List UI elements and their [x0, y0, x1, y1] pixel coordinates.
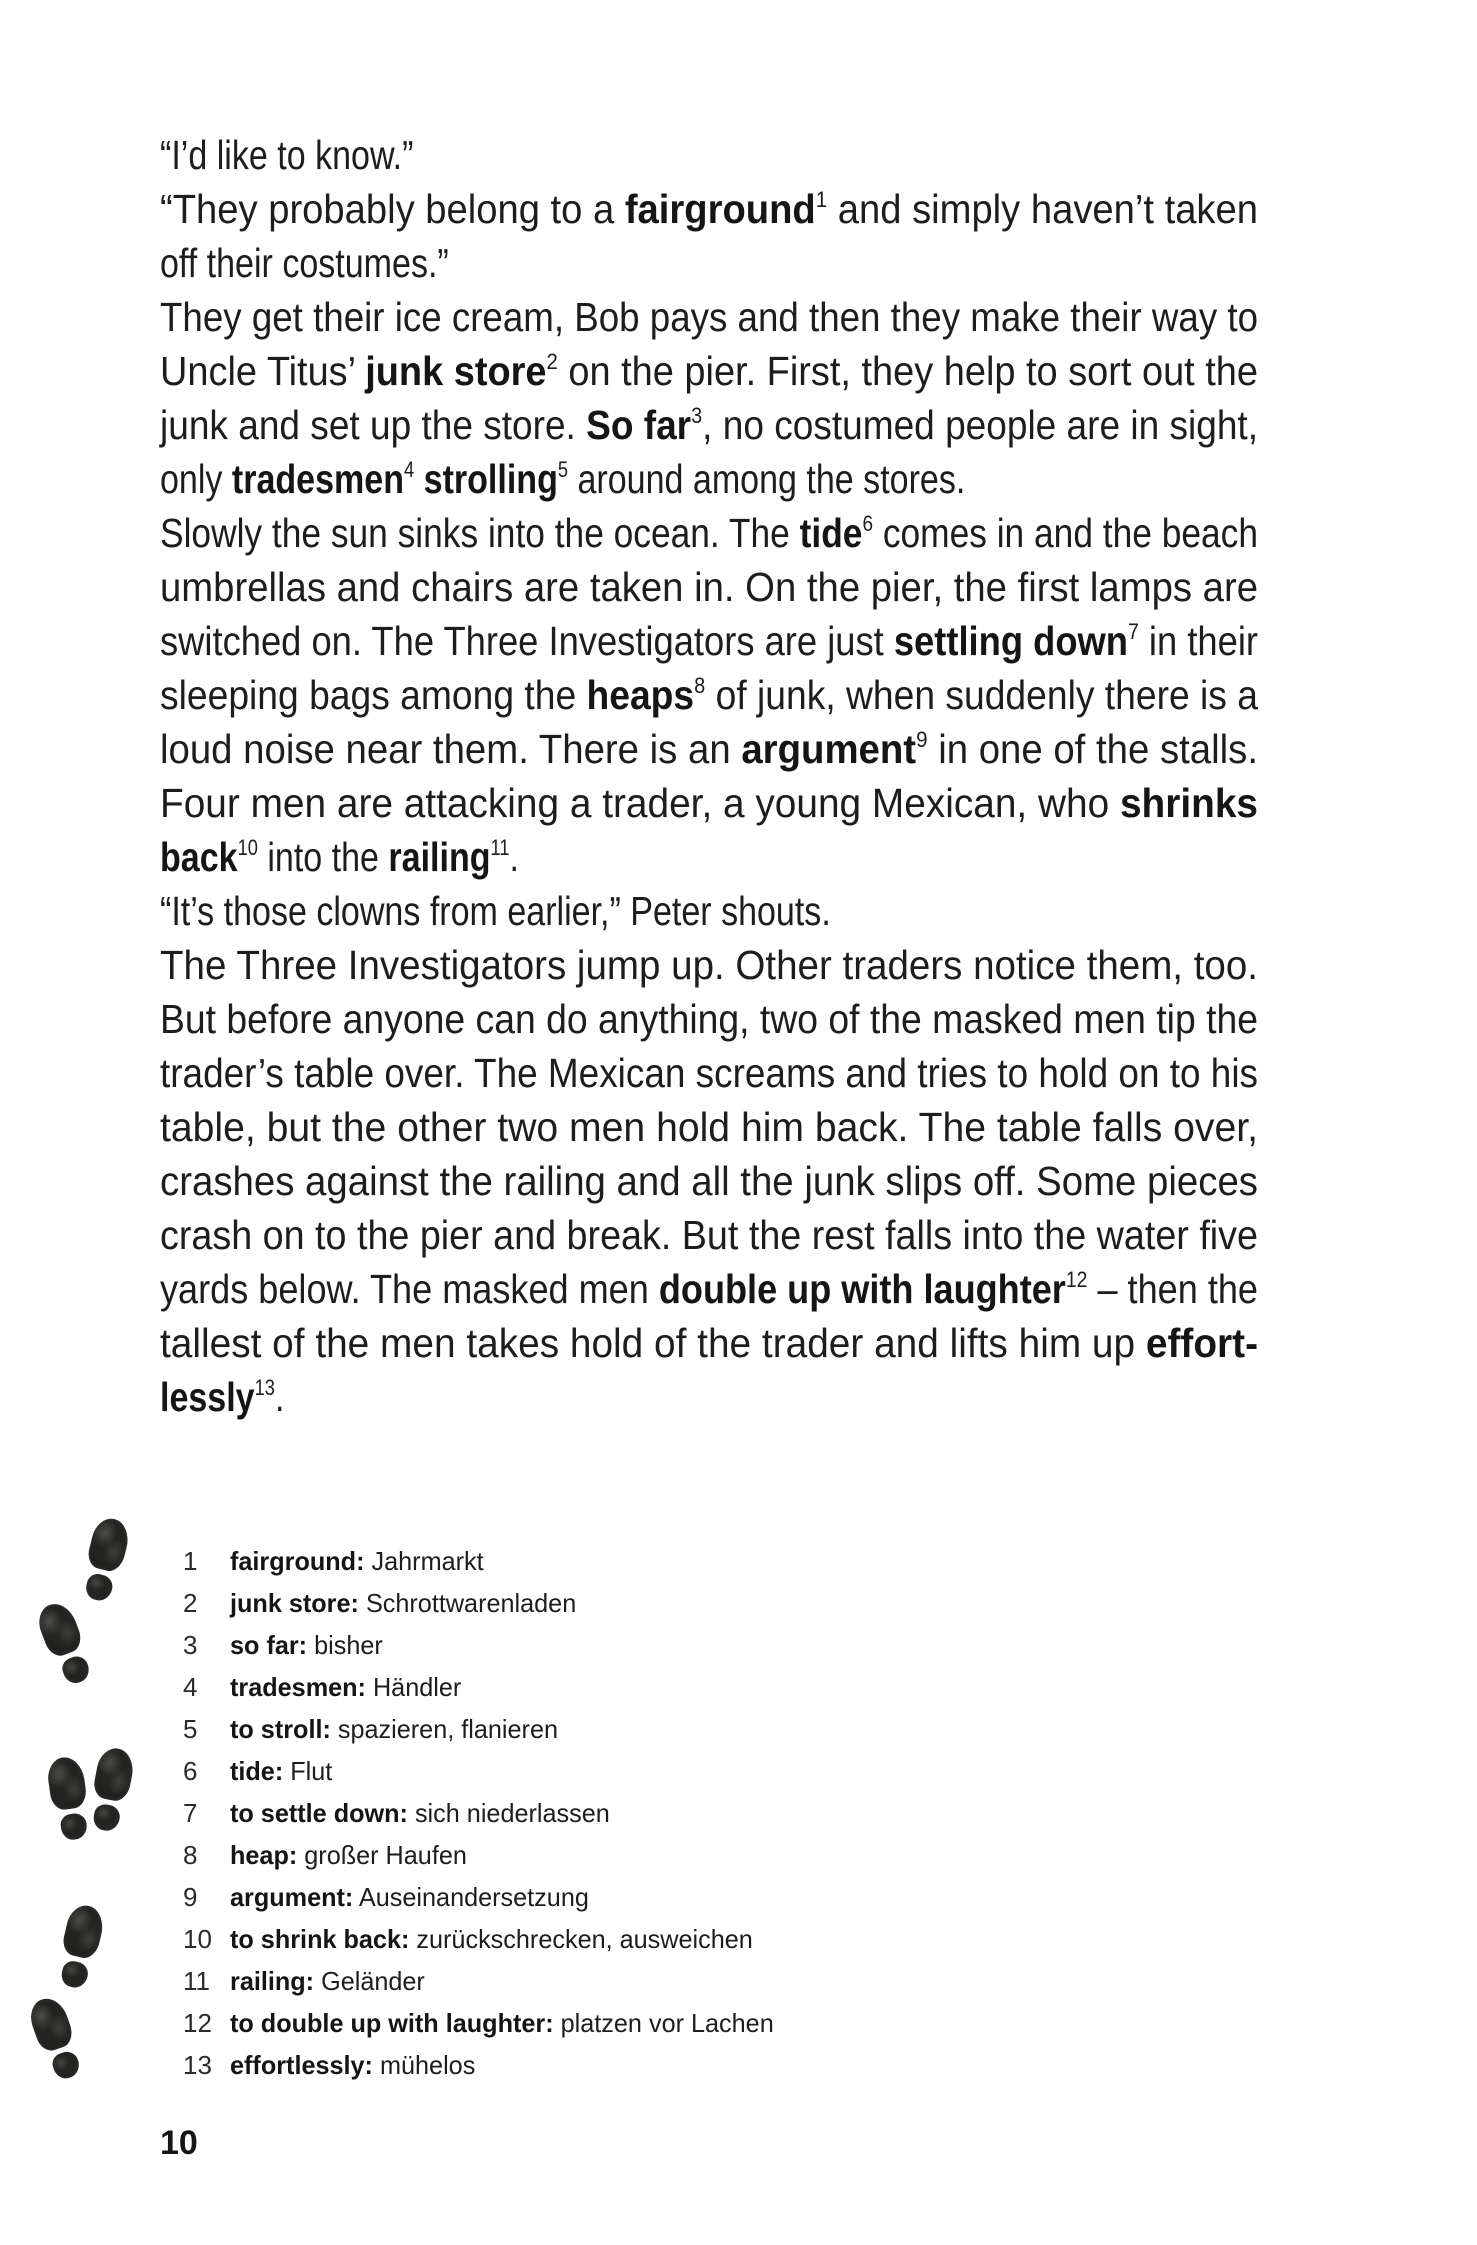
- story-line: [160, 830, 1258, 884]
- story-line: [160, 614, 1258, 668]
- footnote-text: [230, 2002, 774, 2044]
- footnote-term: to settle down:: [230, 1798, 408, 1828]
- footprint-icon: [52, 1902, 108, 1992]
- footnote-translation: sich niederlassen: [407, 1798, 610, 1828]
- footnote-number: 5: [183, 1714, 198, 1744]
- story-line: [160, 668, 1258, 722]
- footnote-row: [183, 1792, 1083, 1834]
- footnote-text: [230, 1918, 753, 1960]
- footnote-text: [230, 1624, 383, 1666]
- story-line-text: Uncle Titus’ junk store$^2$ on the pier. First, they help to sort out the: [160, 348, 1258, 394]
- story-line-text: Four men are attacking a trader, a young Mexican, who shrinks: [160, 780, 1258, 826]
- page-number: 10: [160, 2124, 198, 2162]
- footnote-row: [183, 1834, 1083, 1876]
- story-line-text: lessly$^{13}$.: [160, 1374, 285, 1420]
- footnote-text: [230, 1666, 461, 1708]
- footnote-number: 9: [183, 1882, 198, 1912]
- story-line: [160, 290, 1258, 344]
- footnote-text: [230, 1708, 558, 1750]
- story-line-text: They get their ice cream, Bob pays and then they make their way to: [160, 294, 1258, 340]
- story-line: [160, 884, 1258, 938]
- footnote-number: 13: [183, 2050, 212, 2080]
- footnote-term: to shrink back:: [230, 1924, 410, 1954]
- footnote-number: 7: [183, 1798, 198, 1828]
- footnote-row: [183, 1918, 1083, 1960]
- footnote-text: [230, 2044, 475, 2086]
- footprint-icon: [24, 1993, 87, 2085]
- footnote-term: tradesmen:: [230, 1672, 366, 1702]
- footnote-term: fairground:: [230, 1546, 365, 1576]
- footnote-row: [183, 1582, 1083, 1624]
- footnote-number: 11: [183, 1966, 210, 1996]
- story-line: [160, 344, 1258, 398]
- footnote-row: [183, 1624, 1083, 1666]
- footprint-heel: [59, 1653, 93, 1687]
- story-line: [160, 1208, 1258, 1262]
- footprint-icon: [84, 1745, 137, 1835]
- footnote-translation: bisher: [307, 1630, 383, 1660]
- story-text: [160, 128, 1258, 1424]
- footnote-text: [230, 1834, 467, 1876]
- footprint-icon: [32, 1598, 98, 1690]
- footnote-text: [230, 1540, 484, 1582]
- footnote-row: [183, 1876, 1083, 1918]
- footnote-number: 3: [183, 1630, 198, 1660]
- footnote-row: [183, 2044, 1083, 2086]
- footnote-row: [183, 1960, 1083, 2002]
- footnote-number: 2: [183, 1588, 198, 1618]
- story-line: [160, 722, 1258, 776]
- footprint-sole: [33, 1598, 85, 1659]
- story-line-text: crashes against the railing and all the junk slips off. Some pieces: [160, 1158, 1258, 1204]
- story-line: [160, 1154, 1258, 1208]
- footprint-sole: [91, 1745, 136, 1803]
- footnote-row: [183, 1750, 1083, 1792]
- footnote-number: 8: [183, 1840, 198, 1870]
- story-line-text: Slowly the sun sinks into the ocean. The tide$^6$ comes in and the beach: [160, 510, 1258, 556]
- story-line: [160, 776, 1258, 830]
- footnote-number: 12: [183, 2008, 212, 2038]
- story-line: [160, 128, 1258, 182]
- story-line-text: off their costumes.”: [160, 240, 449, 286]
- footnotes-list: [183, 1540, 1083, 2086]
- footprint-icon: [76, 1515, 133, 1606]
- footprint-heel: [91, 1802, 121, 1832]
- story-line-text: umbrellas and chairs are taken in. On the pier, the first lamps are: [160, 564, 1258, 610]
- footnote-row: [183, 1666, 1083, 1708]
- story-line-text: switched on. The Three Investigators are just settling down$^7$ in their: [160, 618, 1258, 664]
- footnote-number: 6: [183, 1756, 198, 1786]
- story-line: [160, 1316, 1258, 1370]
- story-line-text: junk and set up the store. So far$^3$, no costumed people are in sight,: [160, 402, 1258, 448]
- footnote-term: so far:: [230, 1630, 308, 1660]
- footnote-translation: Jahrmarkt: [364, 1546, 484, 1576]
- footprint-sole: [85, 1515, 133, 1574]
- story-line-text: only tradesmen$^4$ strolling$^5$ around among the stores.: [160, 456, 966, 502]
- story-line: [160, 992, 1258, 1046]
- footnote-row: [183, 2002, 1083, 2044]
- story-line-text: trader’s table over. The Mexican screams and tries to hold on to his: [160, 1050, 1258, 1096]
- footprint-sole: [60, 1902, 107, 1961]
- footnote-translation: Auseinandersetzung: [353, 1882, 589, 1912]
- footnote-text: [230, 1750, 332, 1792]
- footnote-term: railing:: [230, 1966, 315, 1996]
- footnote-text: [230, 1960, 425, 2002]
- footnote-translation: Händler: [365, 1672, 462, 1702]
- footprint-icon: [44, 1755, 93, 1843]
- story-line: [160, 236, 1258, 290]
- footnote-number: 10: [183, 1924, 212, 1954]
- footprint-sole: [25, 1993, 76, 2054]
- story-line: [160, 182, 1258, 236]
- footnote-term: tide:: [230, 1756, 284, 1786]
- story-line-text: “It’s those clowns from earlier,” Peter shouts.: [160, 888, 831, 934]
- story-line: [160, 452, 1258, 506]
- footnote-text: [230, 1792, 610, 1834]
- footprint-sole: [45, 1755, 88, 1812]
- footnote-row: [183, 1708, 1083, 1750]
- footnote-term: to double up with laughter:: [230, 2008, 554, 2038]
- footnote-text: [230, 1582, 576, 1624]
- footnote-term: to stroll:: [230, 1714, 331, 1744]
- story-line: [160, 398, 1258, 452]
- footnote-number: 1: [183, 1546, 198, 1576]
- footnote-translation: zurückschrecken, ausweichen: [409, 1924, 753, 1954]
- footnote-term: argument:: [230, 1882, 354, 1912]
- story-line: [160, 1046, 1258, 1100]
- story-line: [160, 506, 1258, 560]
- story-line-text: “I’d like to know.”: [160, 132, 414, 178]
- story-line: [160, 1370, 1258, 1424]
- footnote-term: effortlessly:: [230, 2050, 373, 2080]
- footnote-row: [183, 1540, 1083, 1582]
- story-line-text: But before anyone can do anything, two of the masked men tip the: [160, 996, 1258, 1042]
- story-line: [160, 1100, 1258, 1154]
- footnote-term: heap:: [230, 1840, 298, 1870]
- footprint-heel: [50, 2049, 83, 2082]
- footnote-translation: platzen vor Lachen: [553, 2008, 774, 2038]
- story-line-text: “They probably belong to a fairground$^1$ and simply haven’t taken: [160, 186, 1258, 232]
- story-line: [160, 938, 1258, 992]
- story-line-text: crash on to the pier and break. But the rest falls into the water five: [160, 1212, 1258, 1258]
- footnote-translation: spazieren, flanieren: [330, 1714, 558, 1744]
- story-line: [160, 1262, 1258, 1316]
- footnote-number: 4: [183, 1672, 198, 1702]
- footnote-term: junk store:: [230, 1588, 359, 1618]
- story-line-text: The Three Investigators jump up. Other traders notice them, too.: [160, 942, 1258, 988]
- story-line-text: table, but the other two men hold him back. The table falls over,: [160, 1104, 1258, 1150]
- footnote-translation: großer Haufen: [297, 1840, 467, 1870]
- footnote-translation: Flut: [283, 1756, 333, 1786]
- story-line-text: yards below. The masked men double up with laughter$^{12}$ – then the: [160, 1266, 1258, 1312]
- footprint-heel: [83, 1572, 115, 1604]
- story-line-text: sleeping bags among the heaps$^8$ of junk, when suddenly there is a: [160, 672, 1258, 718]
- footprint-heel: [59, 1959, 90, 1990]
- story-line-text: loud noise near them. There is an argument$^9$ in one of the stalls.: [160, 726, 1258, 772]
- footnote-translation: Schrottwarenladen: [358, 1588, 577, 1618]
- story-line-text: tallest of the men takes hold of the trader and lifts him up effort-: [160, 1320, 1258, 1366]
- footnote-text: [230, 1876, 589, 1918]
- footnote-translation: Geländer: [314, 1966, 425, 1996]
- story-line-text: back$^{10}$ into the railing$^{11}$.: [160, 834, 519, 880]
- story-line: [160, 560, 1258, 614]
- footnote-translation: mühelos: [372, 2050, 476, 2080]
